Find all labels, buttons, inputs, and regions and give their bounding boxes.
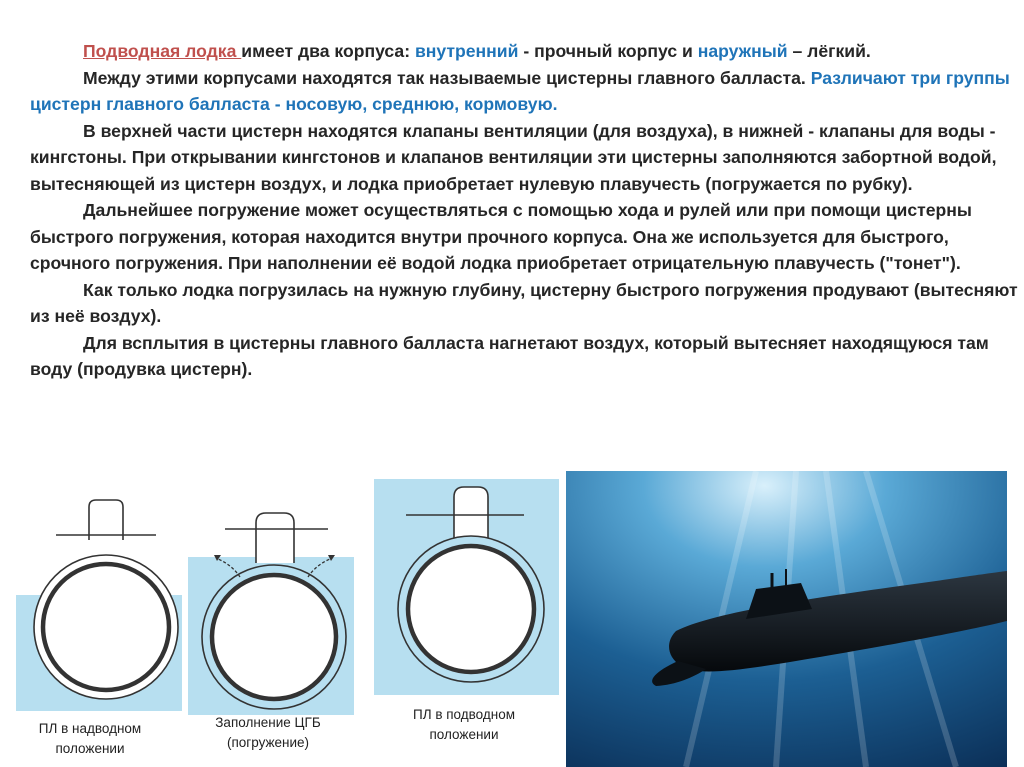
- submarine-link[interactable]: Подводная лодка: [83, 41, 242, 61]
- paragraph-ballast: [30, 65, 1020, 118]
- caption-line: ПЛ в подводном: [413, 707, 515, 722]
- caption-line: Заполнение ЦГБ: [215, 715, 321, 730]
- outer-hull-term: наружный: [697, 41, 788, 61]
- body-text: [30, 38, 1020, 383]
- paragraph-diving: Дальнейшее погружение может осуществляться с помощью хода и рулей или при помощи цистерны быстрого погружения, которая находится внутри прочного корпуса. Она же используется для быстрого, срочного погружения. При наполнении её водой лодка приобретает отрицательную плавучесть ("тонет").: [30, 200, 972, 273]
- diagram-submerged-position: [374, 479, 559, 695]
- text-span: Между этими корпусами находятся так называемые цистерны главного балласта.: [83, 67, 811, 88]
- submarine-photo: [566, 471, 1007, 767]
- caption-line: положении: [429, 727, 499, 742]
- text-span: - прочный корпус и: [518, 41, 698, 61]
- paragraph-surfacing: Для всплытия в цистерны главного балласта нагнетают воздух, который вытесняет находящуюся там воду (продувка цистерн).: [30, 332, 989, 379]
- caption-line: (погружение): [226, 735, 310, 750]
- diagram-surface-position: [16, 475, 182, 711]
- inner-hull-term: внутренний: [414, 41, 519, 61]
- ballast-groups-highlight: Различают три группы цистерн главного балласта - носовую, среднюю, кормовую.: [30, 67, 1010, 114]
- paragraph-valves: В верхней части цистерн находятся клапаны вентиляции (для воздуха), в нижней - клапаны для воды - кингстоны. При открывании кингстонов и клапанов вентиляции эти цистерны заполняются забортной водой, вытесняющей из цистерн воздух, и лодка приобретает нулевую плавучесть (погружается по рубку).: [30, 120, 997, 194]
- caption-filling: [192, 713, 344, 753]
- caption-line: ПЛ в надводном: [38, 721, 142, 736]
- text-span: – лёгкий.: [787, 41, 871, 61]
- caption-submerged: [388, 705, 540, 745]
- paragraph-blowing: Как только лодка погрузилась на нужную глубину, цистерну быстрого погружения продувают (вытесняют из неё воздух).: [30, 279, 1018, 326]
- caption-surface: [14, 719, 166, 759]
- paragraph-hulls: [30, 38, 1020, 65]
- caption-line: положении: [55, 741, 125, 756]
- text-span: имеет два корпуса:: [241, 41, 415, 61]
- diagram-filling-tanks: [188, 497, 354, 715]
